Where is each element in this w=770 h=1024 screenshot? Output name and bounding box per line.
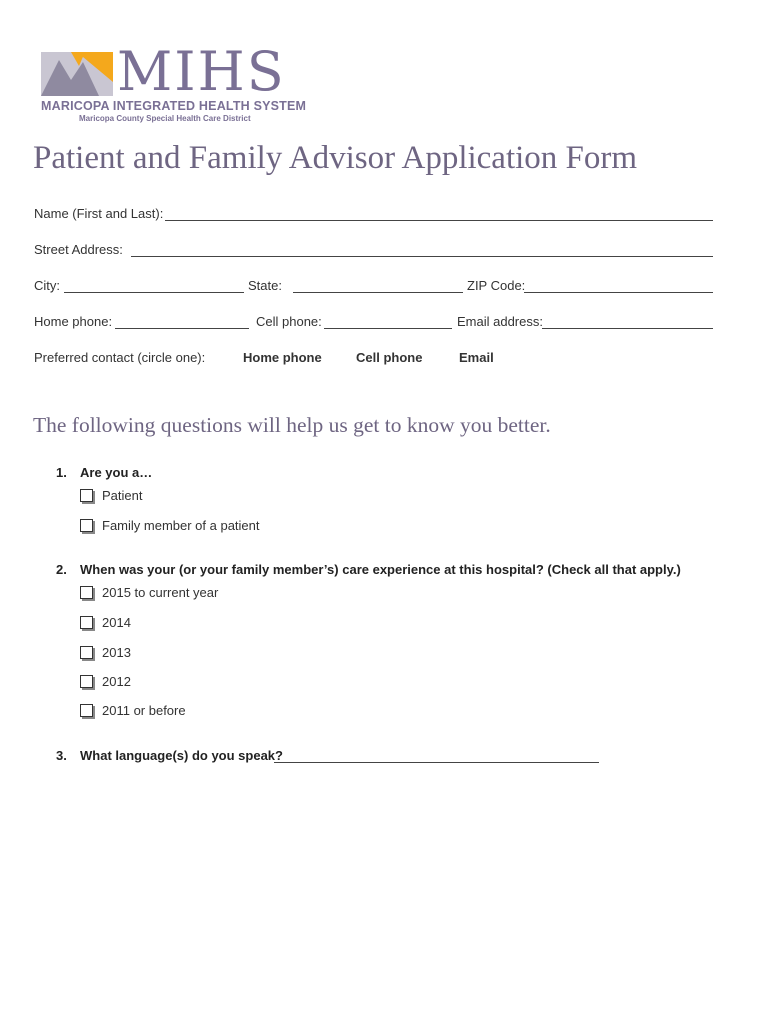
logo-organization-name: MARICOPA INTEGRATED HEALTH SYSTEM — [41, 99, 307, 113]
checkbox-icon[interactable] — [80, 675, 93, 688]
questions-heading: The following questions will help us get to know you better. — [33, 413, 551, 437]
city-state-zip-row — [34, 278, 714, 296]
checkbox-icon[interactable] — [80, 646, 93, 659]
preferred-contact-row — [34, 350, 714, 368]
street-row — [34, 242, 714, 260]
contact-row — [34, 314, 714, 332]
question-text: Are you a… — [80, 465, 153, 480]
preferred-option-cell-phone[interactable]: Cell phone — [356, 350, 423, 365]
checkbox-icon[interactable] — [80, 489, 93, 502]
name-row — [34, 206, 714, 224]
logo-abbreviation: MIHS — [117, 40, 286, 103]
checkbox-icon[interactable] — [80, 519, 93, 532]
preferred-contact-label: Preferred contact (circle one): — [34, 350, 206, 365]
checkbox-icon[interactable] — [80, 586, 93, 599]
name-label: Name (First and Last): — [34, 206, 164, 221]
zip-field[interactable] — [524, 292, 713, 293]
city-field[interactable] — [64, 292, 244, 293]
logo-district-name: Maricopa County Special Health Care District — [79, 114, 251, 123]
cell-phone-field[interactable] — [324, 328, 452, 329]
question-number: 3. — [56, 748, 67, 763]
email-field[interactable] — [542, 328, 713, 329]
checkbox-label: Family member of a patient — [102, 518, 260, 533]
mihs-logo — [41, 40, 307, 130]
languages-field[interactable] — [274, 762, 599, 763]
checkbox-label: Patient — [102, 488, 143, 503]
state-field[interactable] — [293, 292, 463, 293]
question-text: When was your (or your family member’s) care experience at this hospital? (Check all that apply.) — [80, 562, 681, 577]
zip-label: ZIP Code: — [467, 278, 526, 293]
checkbox-icon[interactable] — [80, 704, 93, 717]
mountain-logo-icon — [41, 52, 113, 96]
checkbox-label: 2014 — [102, 615, 131, 630]
street-field[interactable] — [131, 256, 713, 257]
form-title: Patient and Family Advisor Application Form — [33, 140, 638, 176]
home-phone-label: Home phone: — [34, 314, 113, 329]
city-label: City: — [34, 278, 60, 293]
checkbox-label: 2013 — [102, 645, 131, 660]
home-phone-field[interactable] — [115, 328, 249, 329]
checkbox-label: 2015 to current year — [102, 585, 219, 600]
question-text: What language(s) do you speak? — [80, 748, 283, 763]
state-label: State: — [248, 278, 282, 293]
preferred-option-home-phone[interactable]: Home phone — [243, 350, 322, 365]
checkbox-label: 2012 — [102, 674, 131, 689]
email-label: Email address: — [457, 314, 543, 329]
question-3 — [56, 748, 616, 766]
checkbox-icon[interactable] — [80, 616, 93, 629]
cell-phone-label: Cell phone: — [256, 314, 322, 329]
street-label: Street Address: — [34, 242, 123, 257]
preferred-option-email[interactable]: Email — [459, 350, 494, 365]
question-number: 2. — [56, 562, 67, 577]
question-number: 1. — [56, 465, 67, 480]
checkbox-label: 2011 or before — [102, 703, 186, 718]
name-field[interactable] — [165, 220, 713, 221]
